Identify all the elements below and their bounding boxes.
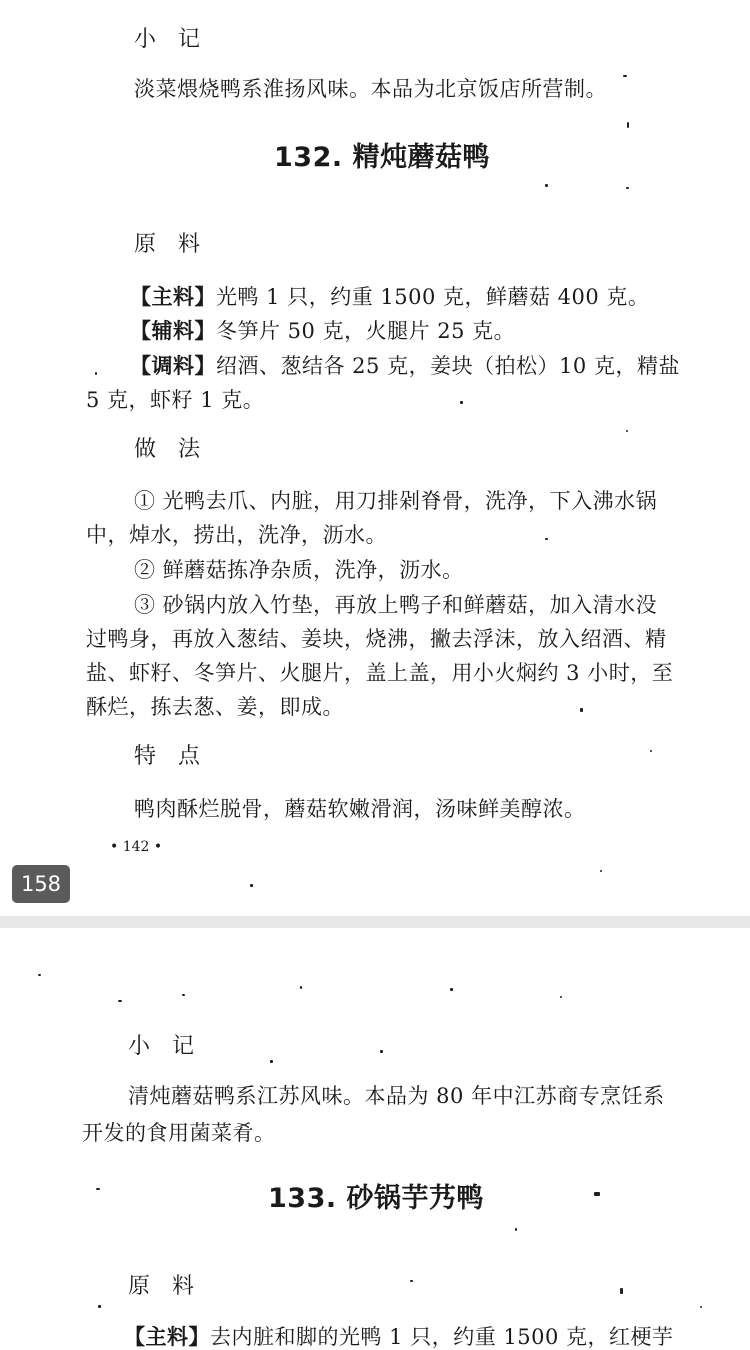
scan-speck <box>626 187 629 189</box>
main-ingredients-text: 光鸭 1 只，约重 1500 克，鲜蘑菇 400 克。 <box>216 285 650 309</box>
section-heading-notes: 小记 <box>134 27 223 52</box>
scan-speck <box>545 184 548 187</box>
scan-speck <box>627 122 629 128</box>
section-heading-features: 特点 <box>134 744 223 769</box>
section-heading-ingredients-2: 原料 <box>128 1274 217 1299</box>
scan-speck <box>626 430 628 432</box>
aux-ingredients-text: 冬笋片 50 克，火腿片 25 克。 <box>216 319 516 343</box>
notes-text-2-line-1: 清炖蘑菇鸭系江苏风味。本品为 80 年中江苏商专烹饪系 <box>128 1084 665 1108</box>
scan-speck <box>620 1288 623 1294</box>
scan-speck <box>560 996 562 998</box>
section-heading-notes-2: 小记 <box>128 1034 217 1059</box>
seasoning-line-2: 5 克，虾籽 1 克。 <box>86 388 265 412</box>
scan-speck <box>98 1305 101 1308</box>
main-ingredients-line <box>130 284 649 310</box>
scan-speck <box>410 1280 413 1282</box>
scan-speck <box>515 1228 517 1231</box>
section-heading-method: 做法 <box>134 437 223 462</box>
scan-speck <box>380 1050 383 1053</box>
scan-speck <box>300 986 302 989</box>
step1-line-1: ① 光鸭去爪、内脏，用刀排剁脊骨，洗净，下入沸水锅 <box>134 489 658 513</box>
printed-page-number: • 142 • <box>110 839 163 855</box>
scan-speck <box>460 401 463 404</box>
step3-line-2: 过鸭身，再放入葱结、姜块，烧沸，撇去浮沫，放入绍酒、精 <box>86 627 667 651</box>
scan-speck <box>650 750 652 752</box>
scan-speck <box>700 1306 702 1308</box>
scan-speck <box>623 75 627 77</box>
notes-text: 淡菜煨烧鸭系淮扬风味。本品为北京饭店所营制。 <box>134 77 607 101</box>
step3-line-4: 酥烂，拣去葱、姜，即成。 <box>86 695 344 719</box>
seasoning-label: 【调料】 <box>130 354 216 378</box>
main-ingredients-label-2: 【主料】 <box>124 1325 210 1349</box>
step2-line-1: ② 鲜蘑菇拣净杂质，洗净，沥水。 <box>134 558 464 582</box>
step1-line-2: 中，焯水，捞出，洗净，沥水。 <box>86 523 387 547</box>
notes-text-2-line-2: 开发的食用菌菜肴。 <box>82 1121 276 1145</box>
step3-line-3: 盐、虾籽、冬笋片、火腿片，盖上盖，用小火焖约 3 小时，至 <box>86 661 674 685</box>
document-page-next <box>0 928 750 1349</box>
recipe-title-132: 132. 精炖蘑菇鸭 <box>274 142 491 173</box>
scan-speck <box>545 538 548 540</box>
seasoning-text-1: 绍酒、葱结各 25 克，姜块（拍松）10 克，精盐 <box>216 354 680 378</box>
viewer-page-indicator[interactable]: 158 <box>12 865 70 903</box>
scan-speck <box>594 1192 600 1196</box>
scan-speck <box>250 884 253 887</box>
step3-line-1: ③ 砂锅内放入竹垫，再放上鸭子和鲜蘑菇，加入清水没 <box>134 593 658 617</box>
aux-ingredients-label: 【辅料】 <box>130 319 216 343</box>
scan-speck <box>450 988 453 991</box>
scan-speck <box>270 1060 273 1063</box>
recipe-title-133: 133. 砂锅芋艿鸭 <box>268 1183 485 1214</box>
seasoning-line-1 <box>130 353 680 379</box>
features-text: 鸭肉酥烂脱骨，蘑菇软嫩滑润，汤味鲜美醇浓。 <box>134 797 586 821</box>
page-separator <box>0 916 750 928</box>
scan-speck <box>95 372 97 375</box>
scan-speck <box>96 1188 100 1190</box>
main-ingredients-text-2: 去内脏和脚的光鸭 1 只，约重 1500 克，红梗芋 <box>210 1325 674 1349</box>
main-ingredients-line-2 <box>124 1324 674 1350</box>
main-ingredients-label: 【主料】 <box>130 285 216 309</box>
aux-ingredients-line <box>130 318 515 344</box>
scan-speck <box>118 1000 122 1002</box>
section-heading-ingredients: 原料 <box>134 232 223 257</box>
scan-speck <box>38 974 41 976</box>
scan-speck <box>182 994 185 996</box>
scan-speck <box>580 708 583 712</box>
scan-speck <box>600 870 602 872</box>
